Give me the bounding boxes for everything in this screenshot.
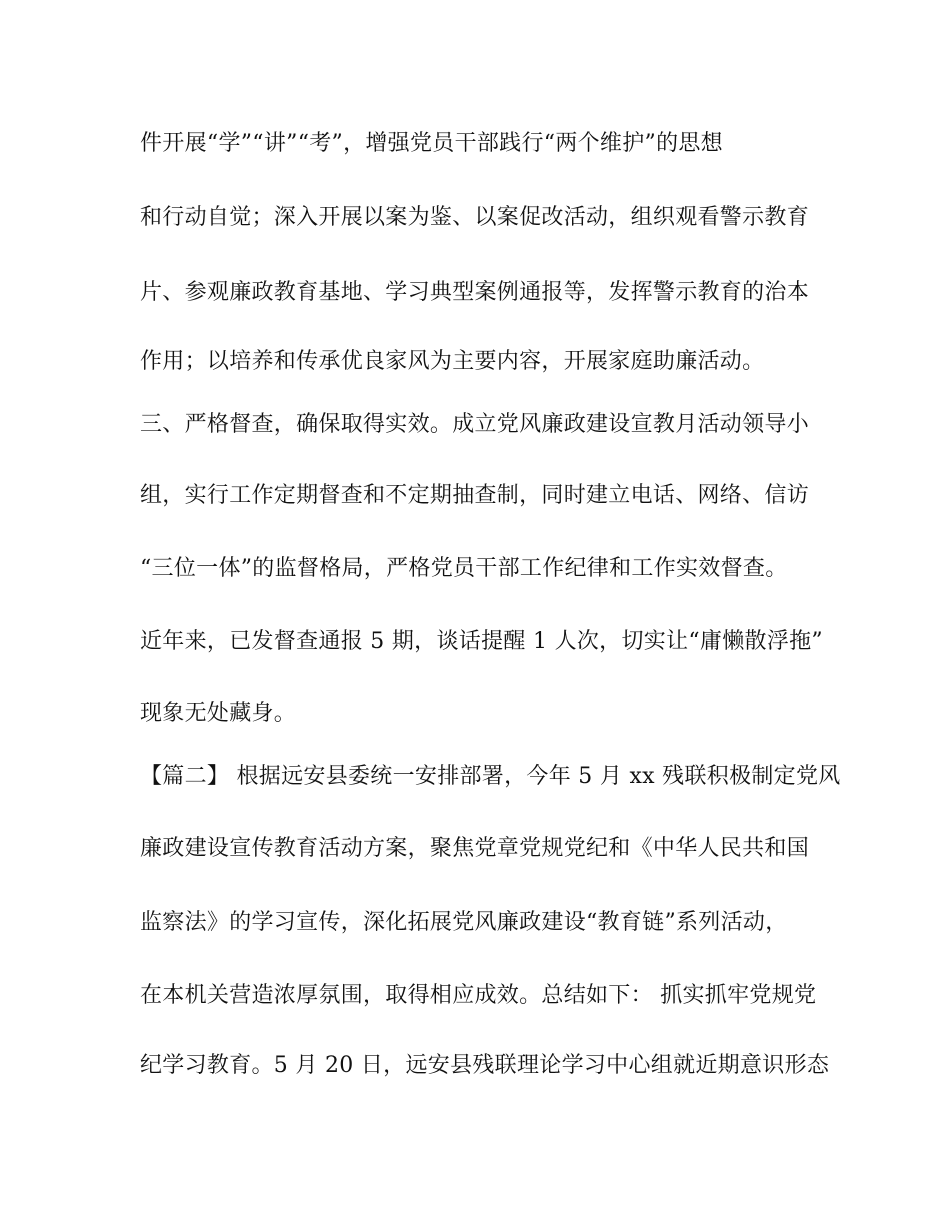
text-line-3: 片、参观廉政教育基地、学习典型案例通报等，发挥警示教育的治本 bbox=[140, 280, 810, 305]
text-line-12: 监察法》的学习宣传，深化拓展党风廉政建设“教育链”系列活动， bbox=[140, 910, 788, 935]
text-line-2: 和行动自觉；深入开展以案为鉴、以案促改活动，组织观看警示教育 bbox=[140, 205, 810, 230]
text-line-9: 现象无处藏身。 bbox=[140, 701, 297, 726]
text-line-13: 在本机关营造浓厚氛围，取得相应成效。总结如下： 抓实抓牢党规党 bbox=[140, 983, 817, 1008]
text-line-7: “三位一体”的监督格局，严格党员干部工作纪律和工作实效督查。 bbox=[140, 556, 788, 581]
text-line-4: 作用；以培养和传承优良家风为主要内容，开展家庭助廉活动。 bbox=[140, 349, 765, 374]
text-line-8: 近年来，已发督查通报 5 期，谈话提醒 1 人次，切实让“庸懒散浮拖” bbox=[140, 629, 823, 654]
text-line-6: 组，实行工作定期督查和不定期抽查制，同时建立电话、网络、信访 bbox=[140, 483, 810, 508]
text-line-1: 件开展“学”“讲”“考”，增强党员干部践行“两个维护”的思想 bbox=[140, 131, 723, 156]
text-line-5: 三、严格督查，确保取得实效。成立党风廉政建设宣教月活动领导小 bbox=[140, 412, 810, 437]
text-line-14: 纪学习教育。5 月 20 日，远安县残联理论学习中心组就近期意识形态 bbox=[140, 1053, 830, 1078]
text-line-11: 廉政建设宣传教育活动方案，聚焦党章党规党纪和《中华人民共和国 bbox=[140, 836, 810, 861]
text-line-10: 【篇二】 根据远安县委统一安排部署，今年 5 月 xx 残联积极制定党风 bbox=[140, 764, 841, 789]
